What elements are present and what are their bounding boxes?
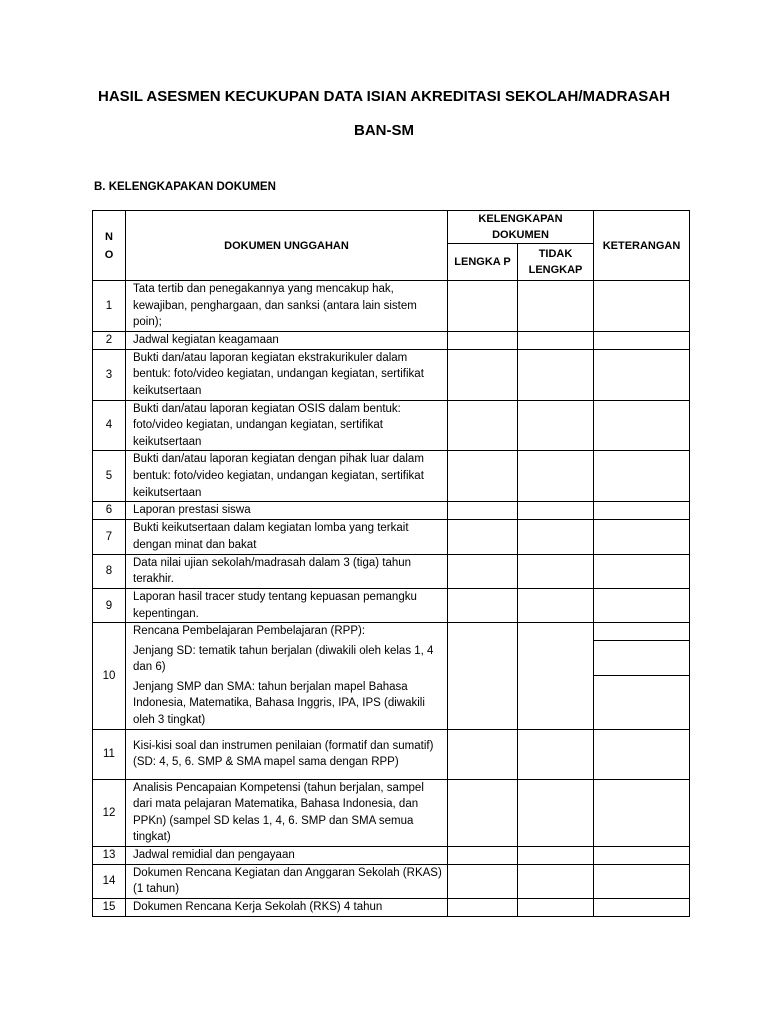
- document-name: Analisis Pencapaian Kompetensi (tahun berjalan, sampel dari mata pelajaran Matematika, Bahasa Indonesia, dan PPKn) (sampel SD kelas 1, 4, 6. SMP dan SMA semua tingkat): [126, 779, 448, 846]
- table-row: [93, 400, 690, 451]
- document-name-part: Rencana Pembelajaran Pembelajaran (RPP):: [133, 625, 366, 638]
- row-number: 13: [93, 847, 126, 865]
- tidak-lengkap-cell[interactable]: [518, 847, 594, 865]
- tidak-lengkap-cell[interactable]: [518, 349, 594, 400]
- lengkap-cell[interactable]: [448, 864, 518, 898]
- table-row: [93, 349, 690, 400]
- row-number: 11: [93, 729, 126, 779]
- document-name: Bukti dan/atau laporan kegiatan dengan pihak luar dalam bentuk: foto/video kegiatan, undangan kegiatan, sertifikat keikutsertaan: [126, 451, 448, 502]
- lengkap-cell[interactable]: [448, 729, 518, 779]
- keterangan-cell[interactable]: [594, 898, 690, 916]
- header-dokumen: DOKUMEN UNGGAHAN: [126, 211, 448, 281]
- lengkap-cell[interactable]: [448, 502, 518, 520]
- row-number: 7: [93, 519, 126, 554]
- keterangan-cell[interactable]: [594, 502, 690, 520]
- row-number: 6: [93, 502, 126, 520]
- table-row: [93, 729, 690, 779]
- document-name: Jadwal kegiatan keagamaan: [126, 331, 448, 349]
- tidak-lengkap-cell[interactable]: [518, 502, 594, 520]
- keterangan-cell[interactable]: [594, 779, 690, 846]
- table-row: [93, 451, 690, 502]
- keterangan-cell[interactable]: [594, 864, 690, 898]
- row-number: 15: [93, 898, 126, 916]
- header-keterangan: KETERANGAN: [594, 211, 690, 281]
- lengkap-cell[interactable]: [448, 519, 518, 554]
- table-row: [93, 588, 690, 622]
- row-number: 8: [93, 554, 126, 588]
- header-tidak-lengkap: TIDAK LENGKAP: [518, 244, 594, 281]
- lengkap-cell[interactable]: [448, 331, 518, 349]
- document-name: Kisi-kisi soal dan instrumen penilaian (formatif dan sumatif) (SD: 4, 5, 6. SMP & SMA mapel sama dengan RPP): [126, 729, 448, 779]
- table-row: [93, 779, 690, 846]
- tidak-lengkap-cell[interactable]: [518, 331, 594, 349]
- lengkap-cell[interactable]: [448, 588, 518, 622]
- document-name-part: Jenjang SMP dan SMA: tahun berjalan mapel Bahasa Indonesia, Matematika, Bahasa Inggris, IPA, IPS (diwakili oleh 3 tingkat): [133, 680, 425, 727]
- lengkap-cell[interactable]: [448, 400, 518, 451]
- tidak-lengkap-cell[interactable]: [518, 864, 594, 898]
- keterangan-cell[interactable]: [594, 588, 690, 622]
- header-no: N O: [93, 211, 126, 281]
- keterangan-subcell[interactable]: [594, 676, 689, 726]
- keterangan-cell[interactable]: [594, 554, 690, 588]
- document-name: Dokumen Rencana Kegiatan dan Anggaran Sekolah (RKAS) (1 tahun): [126, 864, 448, 898]
- tidak-lengkap-cell[interactable]: [518, 554, 594, 588]
- header-kelengkapan: KELENGKAPAN DOKUMEN: [448, 211, 594, 244]
- document-title: HASIL ASESMEN KECUKUPAN DATA ISIAN AKREDITASI SEKOLAH/MADRASAH: [98, 88, 670, 105]
- tidak-lengkap-cell[interactable]: [518, 729, 594, 779]
- keterangan-cell[interactable]: [594, 331, 690, 349]
- document-name: Laporan prestasi siswa: [126, 502, 448, 520]
- table-row: [93, 281, 690, 332]
- row-number: 9: [93, 588, 126, 622]
- table-row: [93, 864, 690, 898]
- lengkap-cell[interactable]: [448, 623, 518, 730]
- tidak-lengkap-cell[interactable]: [518, 519, 594, 554]
- lengkap-cell[interactable]: [448, 349, 518, 400]
- table-row: [93, 623, 690, 730]
- document-name: Bukti dan/atau laporan kegiatan OSIS dalam bentuk: foto/video kegiatan, undangan kegiatan, sertifikat keikutsertaan: [126, 400, 448, 451]
- document-subtitle: BAN-SM: [354, 122, 414, 139]
- document-name: Bukti dan/atau laporan kegiatan ekstrakurikuler dalam bentuk: foto/video kegiatan, undangan kegiatan, sertifikat keikutsertaan: [126, 349, 448, 400]
- tidak-lengkap-cell[interactable]: [518, 451, 594, 502]
- table-row: [93, 331, 690, 349]
- tidak-lengkap-cell[interactable]: [518, 898, 594, 916]
- row-number: 3: [93, 349, 126, 400]
- lengkap-cell[interactable]: [448, 847, 518, 865]
- lengkap-cell[interactable]: [448, 451, 518, 502]
- row-number: 4: [93, 400, 126, 451]
- row-number: 1: [93, 281, 126, 332]
- document-checklist-table: [92, 210, 690, 917]
- lengkap-cell[interactable]: [448, 554, 518, 588]
- row-number: 14: [93, 864, 126, 898]
- table-row: [93, 847, 690, 865]
- document-name: Tata tertib dan penegakannya yang mencakup hak, kewajiban, penghargaan, dan sanksi (antara lain sistem poin);: [126, 281, 448, 332]
- keterangan-cell[interactable]: [594, 400, 690, 451]
- tidak-lengkap-cell[interactable]: [518, 623, 594, 730]
- keterangan-cell[interactable]: [594, 519, 690, 554]
- document-name: Dokumen Rencana Kerja Sekolah (RKS) 4 tahun: [126, 898, 448, 916]
- keterangan-subcell[interactable]: [594, 623, 689, 641]
- row-number: 10: [93, 623, 126, 730]
- tidak-lengkap-cell[interactable]: [518, 588, 594, 622]
- tidak-lengkap-cell[interactable]: [518, 281, 594, 332]
- document-name: [126, 623, 448, 730]
- keterangan-cell[interactable]: [594, 349, 690, 400]
- table-row: [93, 898, 690, 916]
- keterangan-cell[interactable]: [594, 451, 690, 502]
- tidak-lengkap-cell[interactable]: [518, 779, 594, 846]
- row-number: 12: [93, 779, 126, 846]
- lengkap-cell[interactable]: [448, 281, 518, 332]
- table-row: [93, 519, 690, 554]
- header-lengkap: LENGKA P: [448, 244, 518, 281]
- table-row: [93, 554, 690, 588]
- document-name: Jadwal remidial dan pengayaan: [126, 847, 448, 865]
- row-number: 5: [93, 451, 126, 502]
- keterangan-cell[interactable]: [594, 281, 690, 332]
- row-number: 2: [93, 331, 126, 349]
- keterangan-cell[interactable]: [594, 623, 690, 730]
- document-name-part: Jenjang SD: tematik tahun berjalan (diwakili oleh kelas 1, 4 dan 6): [133, 644, 434, 674]
- document-name: Bukti keikutsertaan dalam kegiatan lomba yang terkait dengan minat dan bakat: [126, 519, 448, 554]
- document-name: Data nilai ujian sekolah/madrasah dalam 3 (tiga) tahun terakhir.: [126, 554, 448, 588]
- document-name: Laporan hasil tracer study tentang kepuasan pemangku kepentingan.: [126, 588, 448, 622]
- keterangan-subcell[interactable]: [594, 641, 689, 676]
- keterangan-cell[interactable]: [594, 729, 690, 779]
- tidak-lengkap-cell[interactable]: [518, 400, 594, 451]
- table-row: [93, 502, 690, 520]
- keterangan-cell[interactable]: [594, 847, 690, 865]
- lengkap-cell[interactable]: [448, 898, 518, 916]
- section-heading: B. KELENGKAPAKAN DOKUMEN: [94, 181, 276, 193]
- lengkap-cell[interactable]: [448, 779, 518, 846]
